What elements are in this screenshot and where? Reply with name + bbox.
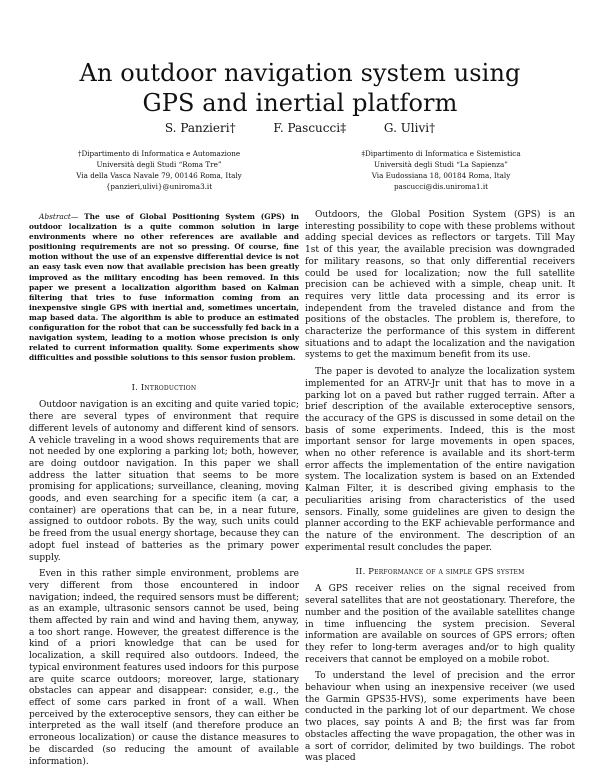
paragraph: Outdoors, the Global Position System (GPS) is an interesting possibility to cope with these problems without adding special devices as reflectors or targets. Till May 1st of this year, the available precision was downgraded for military reasons, so that only differential receivers could be used for localization; now the full satellite precision can be achieved with a simple, cheap unit. It requires very little data processing and its error is independent from the traveled distance and from the positions of the obstacles. The problem is, therefore, to characterize the performance of this system in different situations and to adapt the localization and the navigation systems to get the maximum benefit from its use. — [305, 210, 575, 361]
paragraph: The paper is devoted to analyze the localization system implemented for an ATRV-Jr unit that has to move in a parking lot on a paved but rather rugged terrain. After a brief description of the available exteroceptive sensors, the accuracy of the GPS is discussed in some detail on the basis of some experiments. Indeed, this is the most important sensor for large movements in open spaces, when no other reference is available and its short-term error affects the implementation of the entire navigation system. The localization system is based on an Extended Kalman Filter, it is described giving emphasis to the peculiarities arising from characteristics of the used sensors. Finally, some guidelines are given to design the planner according to the EKF achievable performance and the nature of the environment. The description of an experimental result concludes the paper. — [305, 367, 575, 553]
affiliation-line: Via Eudossiana 18, 00184 Roma, Italy — [371, 171, 511, 180]
paper-title — [0, 58, 600, 118]
author-list — [0, 120, 600, 136]
right-column — [305, 210, 575, 770]
author: S. Panzieri† — [164, 121, 236, 135]
affiliation-line: Università degli Studi “La Sapienza” — [374, 160, 508, 169]
affiliation-line: ‡Dipartimento di Informatica e Sistemistica — [361, 149, 521, 158]
section-heading-gps-performance: II. Performance of a simple GPS system — [355, 566, 525, 577]
affiliation-line: †Dipartimento di Informatica e Automazione — [77, 149, 241, 158]
left-column — [29, 212, 299, 773]
affiliation-line: Via della Vasca Navale 79, 00146 Roma, Italy — [76, 171, 242, 180]
abstract-label: Abstract— — [39, 212, 79, 221]
author: F. Pascucci‡ — [273, 121, 347, 135]
affiliation-email: {panzieri,ulivi}@uniroma3.it — [105, 182, 213, 191]
paragraph: Outdoor navigation is an exciting and quite varied topic; there are several types of environment that require different levels of autonomy and different kind of sensors. A vehicle traveling in a wood shows requirements that are not needed by one exploring a parking lot; both, however, are doing outdoor navigation. In this paper we shall address the latter situation that seems to be more promising for applications; surveillance, cleaning, moving goods, and even searching for a specific item (a car, a container) are operations that can be, in a near future, assigned to outdoor robots. By the way, such units could be freed from the usual energy shortage, because they can adopt fuel instead of batteries as the primary power supply. — [29, 400, 299, 563]
paragraph: Even in this rather simple environment, problems are very different from those encountered in indoor navigation; indeed, the required sensors must be different; as an example, ultrasonic sensors cannot be used, being them affected by rain and wind and having them, anyway, a too short range. However, the greatest difference is the kind of a priori knowledge that can be used for localization, a skill required also outdoors. Indeed, the typical environment features used indoors for this purpose are quite scarce outdoors; moreover, large, stationary obstacles can appear and disappear: consider, e.g., the effect of some cars parked in front of a wall. When perceived by the exteroceptive sensors, they can either be interpreted as the wall itself (and therefore produce an erroneous localization) or cause the distance measures to be discarded (so reducing the amount of available information). — [29, 569, 299, 767]
affiliation-line: Università degli Studi “Roma Tre” — [96, 160, 222, 169]
section-heading-introduction: I. Introduction — [131, 382, 197, 393]
abstract — [29, 212, 299, 363]
affiliation-right — [306, 148, 576, 192]
title-line-1: An outdoor navigation system using — [79, 59, 521, 87]
paragraph: A GPS receiver relies on the signal received from several satellites that are not geostationary. Therefore, the number and the position of the available satellites change in time influencing the system precision. Several information are available on sources of GPS errors; often they refer to long-term averages and/or to high quality receivers that cannot be employed on a mobile robot. — [305, 584, 575, 665]
paragraph: To understand the level of precision and the error behaviour when using an inexpensive receiver (we used the Garmin GPS35-HVS), some experiments have been conducted in the parking lot of our department. We chose two places, say points A and B; the first was far from obstacles affecting the wave propagation, the other was in a sort of corridor, delimited by two buildings. The robot was placed — [305, 671, 575, 764]
author: G. Ulivi† — [383, 121, 436, 135]
affiliation-email: pascucci@dis.uniroma1.it — [393, 182, 489, 191]
affiliation-left — [24, 148, 294, 192]
title-line-2: GPS and inertial platform — [142, 89, 458, 117]
abstract-text: The use of Global Positioning System (GPS) in outdoor localization is a quite common solution in large environments where no other references are available and positioning requirements are not so pressing. Of course, fine motion without the use of an expensive differential device is not an easy task even now that available precision has been greatly improved as the military encoding has been removed. In this paper we present a localization algorithm based on Kalman filtering that tries to fuse information coming from an inexpensive single GPS with inertial and, sometimes uncertain, map based data. The algorithm is able to produce an estimated configuration for the robot that can be successfully fed back in a navigation system, leading to a motion whose precision is only related to current information quality. Some experiments show difficulties and possible solutions to this sensor fusion problem. — [29, 212, 299, 363]
